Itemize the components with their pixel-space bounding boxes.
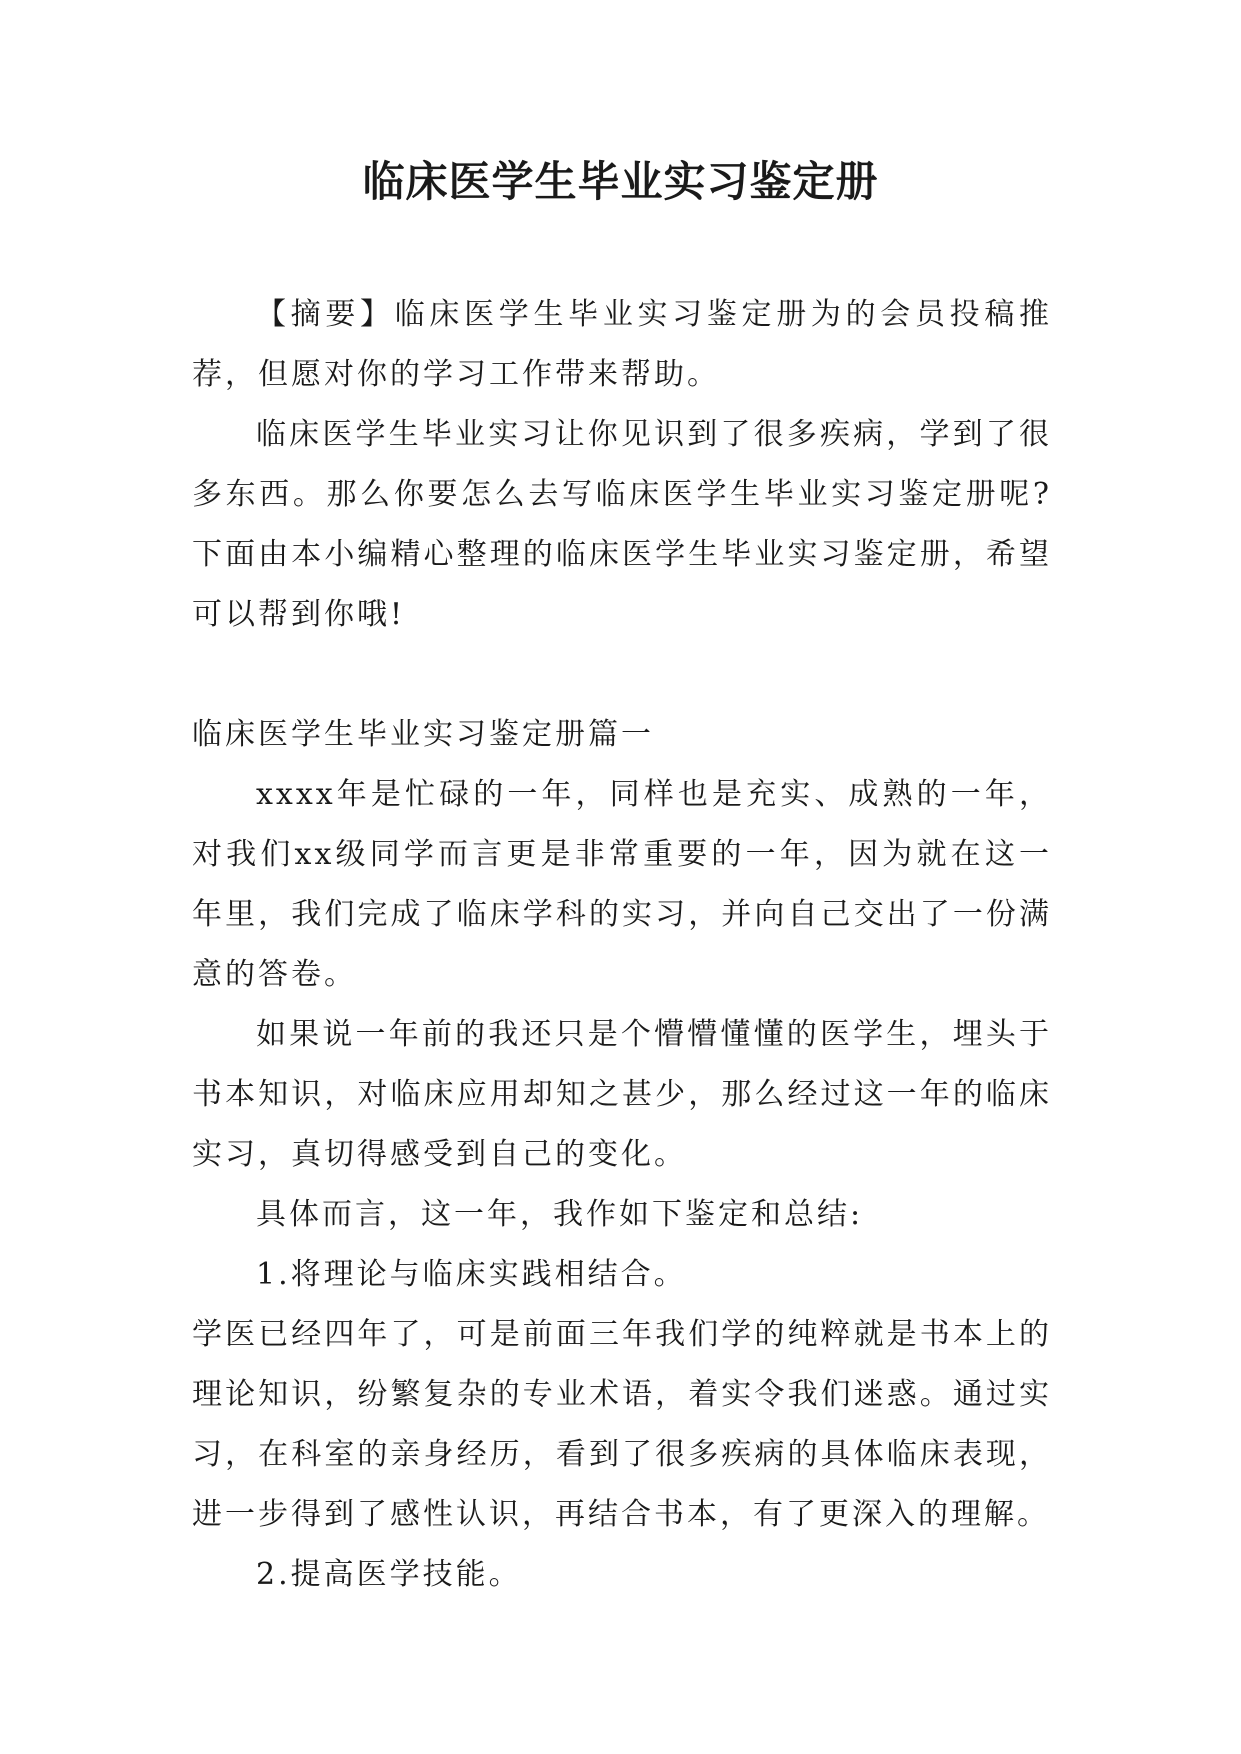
body-paragraph: 具体而言，这一年，我作如下鉴定和总结:: [256, 1197, 864, 1232]
body-paragraph: xxxx年是忙碌的一年，同样也是充实、成熟的一年，对我们xx级同学而言更是非常重要的一年，因为就在这一年里，我们完成了临床学科的实习，并向自己交出了一份满意的答卷。: [192, 777, 1052, 992]
list-item-heading: 2.提高医学技能。: [256, 1557, 522, 1592]
intro-paragraph: 临床医学生毕业实习让你见识到了很多疾病，学到了很多东西。那么你要怎么去写临床医学生毕业实习鉴定册呢?下面由本小编精心整理的临床医学生毕业实习鉴定册，希望可以帮到你哦!: [192, 417, 1052, 632]
body-paragraph: 学医已经四年了，可是前面三年我们学的纯粹就是书本上的理论知识，纷繁复杂的专业术语，着实令我们迷惑。通过实习，在科室的亲身经历，看到了很多疾病的具体临床表现，进一步得到了感性认识，再结合书本，有了更深入的理解。: [192, 1317, 1052, 1532]
section-heading: 临床医学生毕业实习鉴定册篇一: [192, 717, 654, 752]
document-body: [192, 285, 1052, 1605]
list-item-heading: 1.将理论与临床实践相结合。: [256, 1257, 687, 1292]
paragraph-gap: [192, 645, 1052, 705]
body-paragraph: 如果说一年前的我还只是个懵懵懂懂的医学生，埋头于书本知识，对临床应用却知之甚少，那么经过这一年的临床实习，真切得感受到自己的变化。: [192, 1017, 1052, 1172]
document-title: 临床医学生毕业实习鉴定册: [362, 157, 879, 206]
abstract-paragraph: 【摘要】临床医学生毕业实习鉴定册为的会员投稿推荐，但愿对你的学习工作带来帮助。: [192, 297, 1052, 392]
